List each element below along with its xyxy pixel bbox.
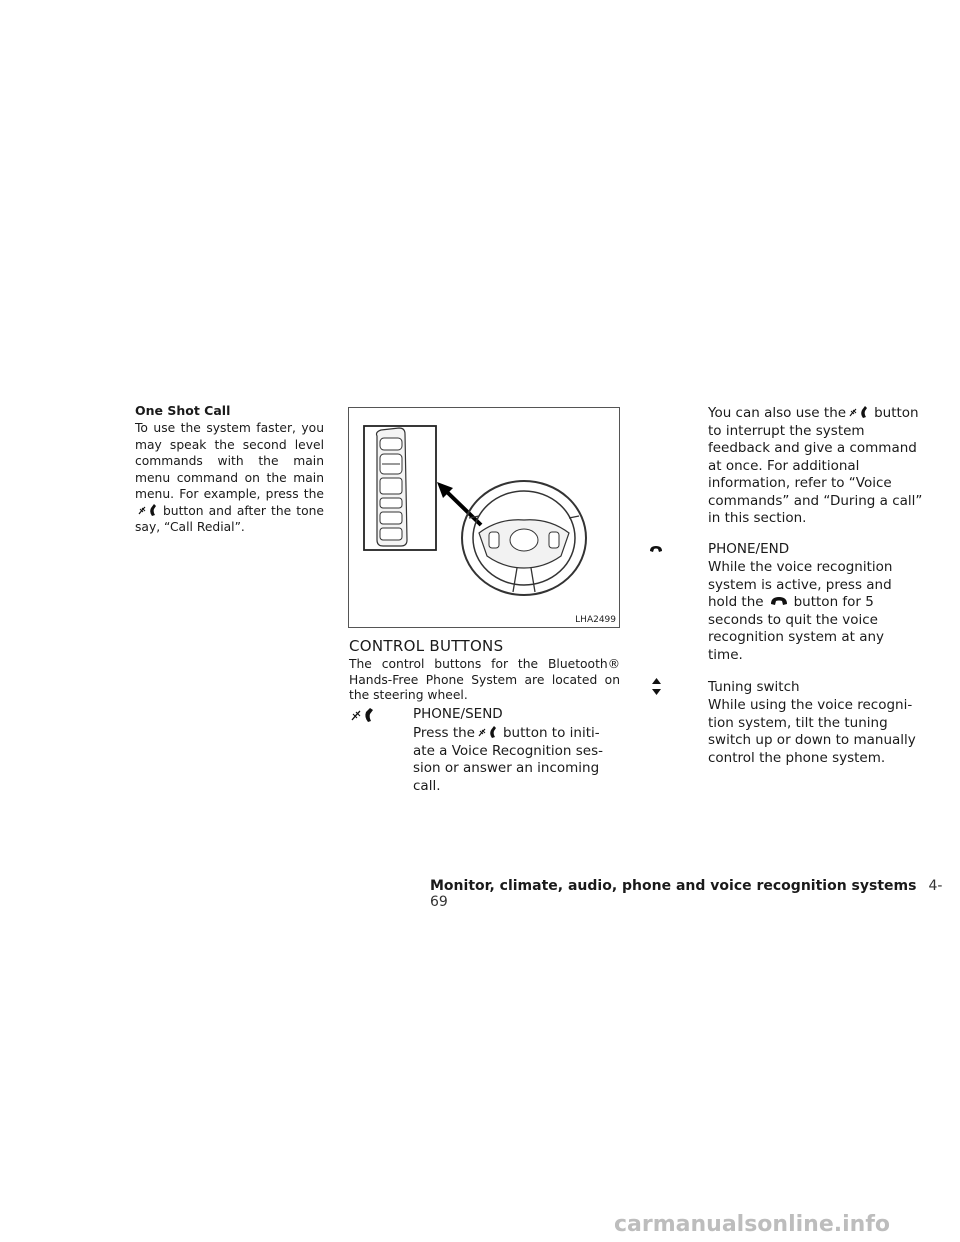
phone-send-text-after: button to initiate a Voice Recognition session or answer an incoming call. (413, 725, 603, 794)
steering-wheel-figure (348, 407, 620, 628)
phone-end-text-before: While the voice recognition system is active, press and hold the (708, 559, 893, 610)
tuning-switch-title: Tuning switch (708, 679, 800, 695)
figure-label: LHA2499 (575, 615, 616, 625)
footer-section-title: Monitor, climate, audio, phone and voice recognition systems (430, 878, 917, 894)
watermark: carmanualsonline.info (614, 1212, 890, 1237)
phone-send-icon (350, 707, 378, 723)
control-buttons-intro: The control buttons for the Bluetooth® Hands-Free Phone System are located on the steering wheel. (349, 657, 620, 702)
tuning-switch-description: While using the voice recognition system, tilt the tuning switch up or down to manually control the phone system. (708, 697, 916, 766)
phone-end-title: PHONE/END (708, 541, 790, 557)
phone-end-text-after: button for 5 seconds to quit the voice recognition system at any time. (708, 594, 885, 663)
one-shot-call-text (135, 420, 324, 536)
one-shot-call-heading: One Shot Call (135, 403, 231, 418)
page-footer (430, 878, 960, 910)
steering-wheel-illustration (349, 408, 619, 627)
phone-end-description (708, 559, 923, 664)
phone-send-description (413, 725, 613, 795)
phone-send-continued-before: You can also use the (708, 405, 847, 421)
phone-end-icon (649, 545, 663, 553)
page-number: 4-69 (430, 878, 943, 910)
tuning-switch-icon (652, 678, 661, 695)
control-buttons-heading: CONTROL BUTTONS (349, 637, 504, 655)
phone-send-title: PHONE/SEND (413, 706, 503, 722)
phone-send-continued (708, 405, 923, 528)
phone-send-icon (137, 503, 161, 517)
phone-send-icon (848, 405, 872, 419)
phone-send-text-before: Press the (413, 725, 475, 741)
phone-end-icon (766, 594, 792, 608)
one-shot-text-before: To use the system faster, you may speak the second level commands with the main menu command on the main menu. For example, press the (135, 421, 324, 501)
phone-send-icon (477, 725, 501, 739)
phone-send-continued-after: button to interrupt the system feedback and give a command at once. For additional information, refer to “Voice commands” and “During a call” in this section. (708, 405, 923, 526)
one-shot-text-after: button and after the tone say, “Call Redial”. (135, 503, 324, 534)
